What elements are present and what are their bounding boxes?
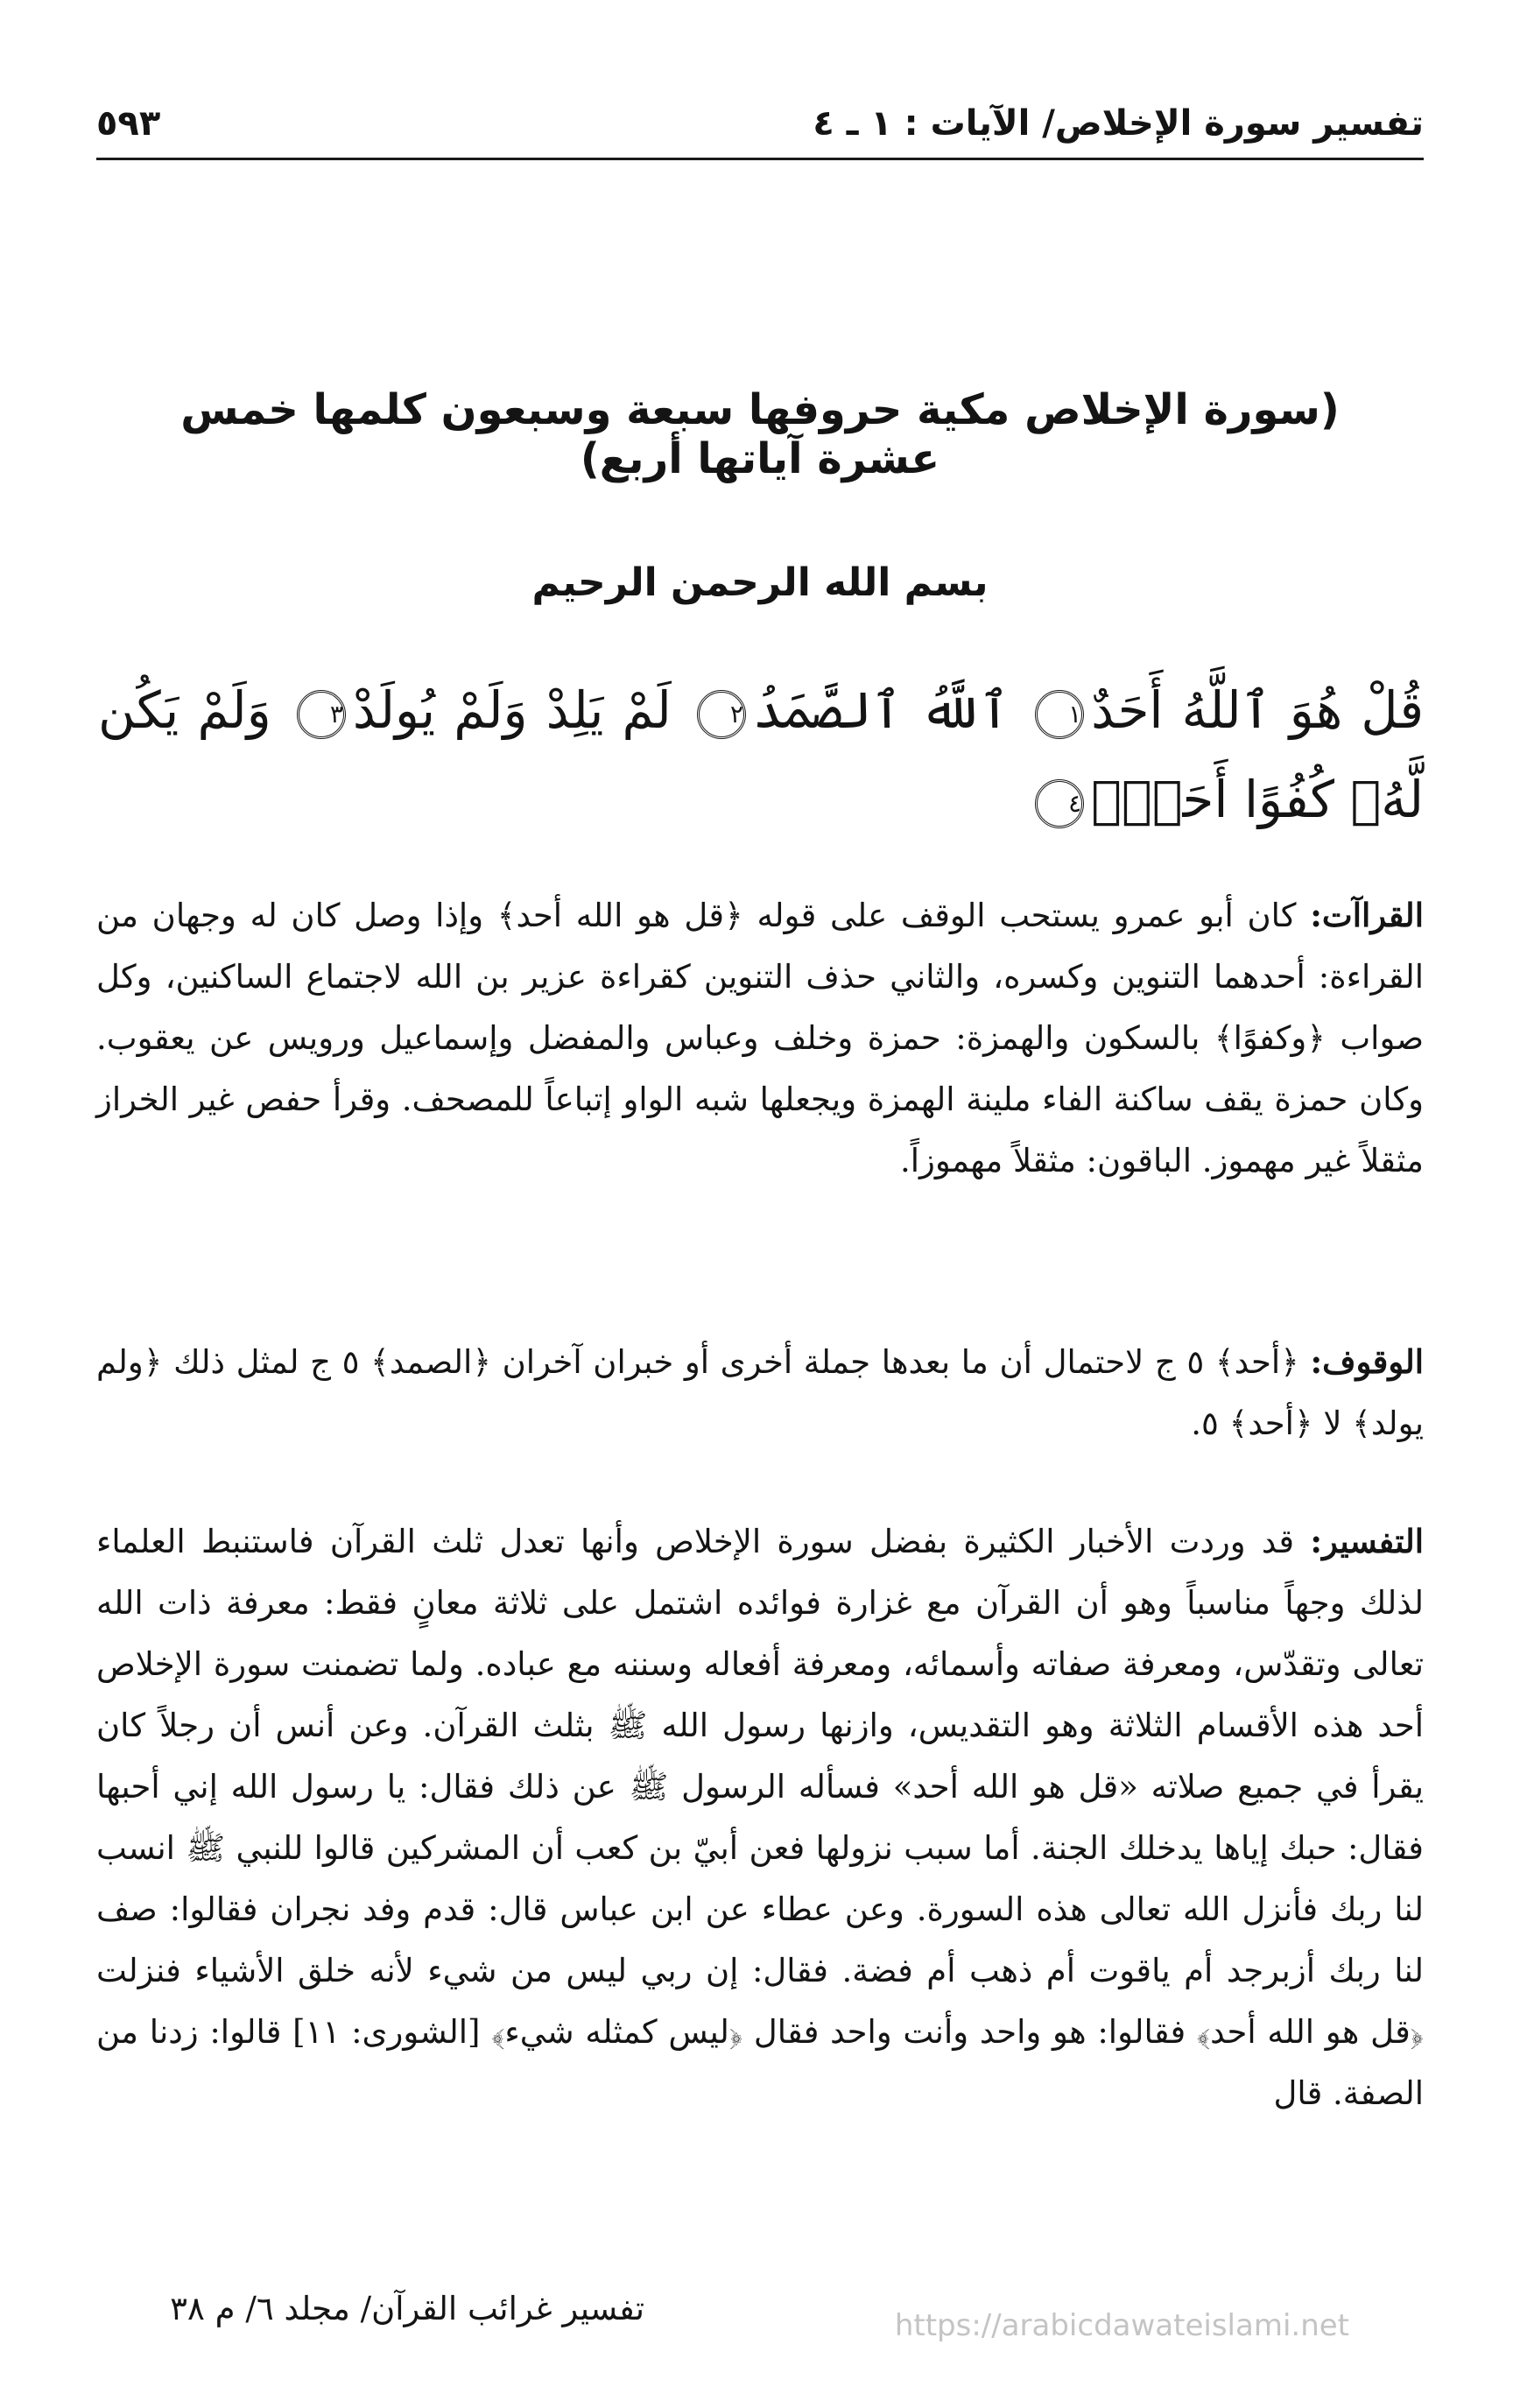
- ayah-number-marker: ٤: [1035, 779, 1084, 828]
- section-label: التفسير:: [1310, 1522, 1424, 1560]
- surah-intro: (سورة الإخلاص مكية حروفها سبعة وسبعون كلمها خمس عشرة آياتها أربع): [180, 385, 1340, 483]
- section-label: الوقوف:: [1310, 1342, 1424, 1381]
- section-text: قد وردت الأخبار الكثيرة بفضل سورة الإخلاص وأنها تعدل ثلث القرآن فاستنبط العلماء لذلك وجهاً مناسباً وهو أن القرآن مع غزارة فوائده اشتمل على ثلاثة معانٍ فقط: معرفة ذات الله تعالى وتقدّس، ومعرفة صفاته وأسمائه، ومعرفة أفعاله وسننه مع عباده. ولما تضمنت سورة الإخلاص أحد هذه الأقسام الثلاثة وهو التقديس، وازنها رسول الله ﷺ بثلث القرآن. وعن أنس أن رجلاً كان يقرأ في جميع صلاته «قل هو الله أحد» فسأله الرسول ﷺ عن ذلك فقال: يا رسول الله إني أحبها فقال: حبك إياها يدخلك الجنة. أما سبب نزولها فعن أبيّ بن كعب أن المشركين قالوا للنبي ﷺ انسب لنا ربك فأنزل الله تعالى هذه السورة. وعن عطاء عن ابن عباس قال: قدم وفد نجران فقالوا: صف لنا ربك أزبرجد أم ياقوت أم ذهب أم فضة. فقال: إن ربي ليس من شيء لأنه خلق الأشياء فنزلت ﴿قل هو الله أحد﴾ فقالوا: هو واحد وأنت واحد فقال ﴿ليس كمثله شيء﴾ [الشورى: ١١] قالوا: زدنا من الصفة. قال: [96, 1523, 1424, 2112]
- page-number: ٥٩٣: [96, 103, 161, 144]
- section-tafsir: [96, 1510, 1424, 2124]
- section-label: القراآت:: [1310, 896, 1424, 934]
- quran-verses: [98, 665, 1424, 844]
- footer-note: تفسير غرائب القرآن/ مجلد ٦/ م ٣٨: [170, 2290, 644, 2327]
- section-text: كان أبو عمرو يستحب الوقف على قوله ﴿قل هو الله أحد﴾ وإذا وصل كان له وجهان من القراءة: أحدهما التنوين وكسره، والثاني حذف التنوين كقراءة عزير بن الله لاجتماع الساكنين، وكل صواب ﴿وكفوًا﴾ بالسكون والهمزة: حمزة وخلف وعباس والمفضل وإسماعيل ورويس عن يعقوب. وكان حمزة يقف ساكنة الفاء ملينة الهمزة ويجعلها شبه الواو إتباعاً للمصحف. وقرأ حفص غير الخراز مثقلاً غير مهموز. الباقون: مثقلاً مهموزاً.: [96, 897, 1424, 1179]
- ayah-text: لَمْ يَلِدْ وَلَمْ يُولَدْ: [352, 680, 672, 740]
- header-rule: [96, 158, 1424, 160]
- ayah-number-marker: ١: [1035, 690, 1084, 739]
- ayah-number-marker: ٣: [297, 690, 346, 739]
- ayah-text: وَلَمْ يَكُن لَّهُۥ كُفُوًا أَحَدٌۢ: [98, 680, 1424, 829]
- ayah-number-marker: ٢: [697, 690, 746, 739]
- watermark: https://arabicdawateislami.net: [894, 2308, 1349, 2343]
- basmala: بسم الله الرحمن الرحيم: [531, 560, 989, 605]
- section-text: ﴿أحد﴾ ٥ ج لاحتمال أن ما بعدها جملة أخرى أو خبران آخران ﴿الصمد﴾ ٥ ج لمثل ذلك ﴿ولم يولد﴾ لا ﴿أحد﴾ ٥.: [96, 1343, 1424, 1442]
- running-header: [96, 88, 1424, 158]
- ayah-text: قُلْ هُوَ ٱللَّهُ أَحَدٌ: [1091, 680, 1425, 740]
- section-qiraat: [96, 884, 1424, 1192]
- section-wuquf: [96, 1331, 1424, 1454]
- header-title: تفسير سورة الإخلاص/ الآيات : ١ ـ ٤: [813, 103, 1424, 144]
- ayah-text: ٱللَّهُ ٱلصَّمَدُ: [752, 680, 1010, 740]
